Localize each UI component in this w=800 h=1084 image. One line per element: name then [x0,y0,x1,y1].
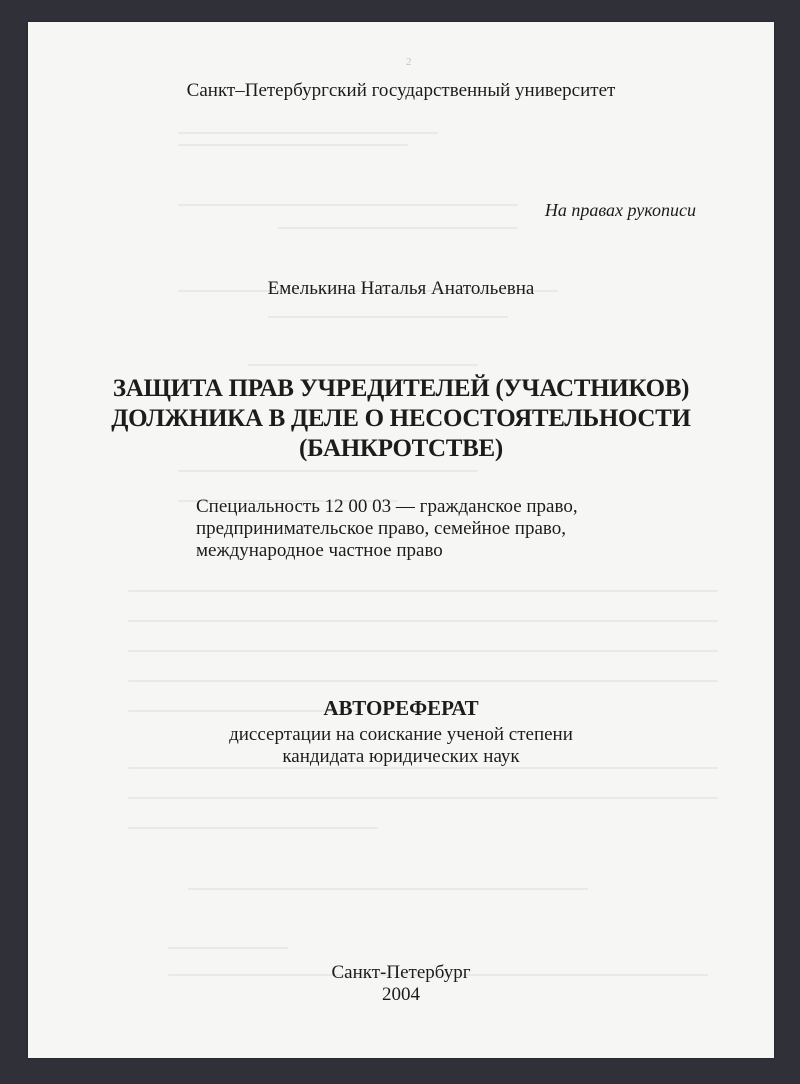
specialty-line: международное частное право [196,540,443,561]
title-line: ЗАЩИТА ПРАВ УЧРЕДИТЕЛЕЙ (УЧАСТНИКОВ) [112,375,690,402]
city-name: Санкт-Петербург [331,962,471,983]
publication-year: 2004 [382,984,420,1005]
specialty-line: Специальность 12 00 03 — гражданское право, [196,496,578,517]
abstract-description [28,724,774,768]
abstract-line: кандидата юридических наук [282,746,520,767]
document-page [28,22,774,1058]
title-line: (БАНКРОТСТВЕ) [299,435,503,462]
manuscript-note: На правах рукописи [544,200,696,220]
specialty-line: предпринимательское право, семейное право, [196,518,566,539]
publication-place [28,962,774,1006]
university-name: Санкт–Петербургский государственный университет [186,80,616,101]
abstract-heading: АВТОРЕФЕРАТ [323,696,479,720]
abstract-line: диссертации на соискание ученой степени [229,724,573,745]
dissertation-title [28,374,774,464]
specialty-block [196,496,578,562]
page-number-show-through: 2 [406,56,412,68]
author-name: Емелькина Наталья Анатольевна [267,278,535,299]
title-line: ДОЛЖНИКА В ДЕЛЕ О НЕСОСТОЯТЕЛЬНОСТИ [111,405,691,432]
